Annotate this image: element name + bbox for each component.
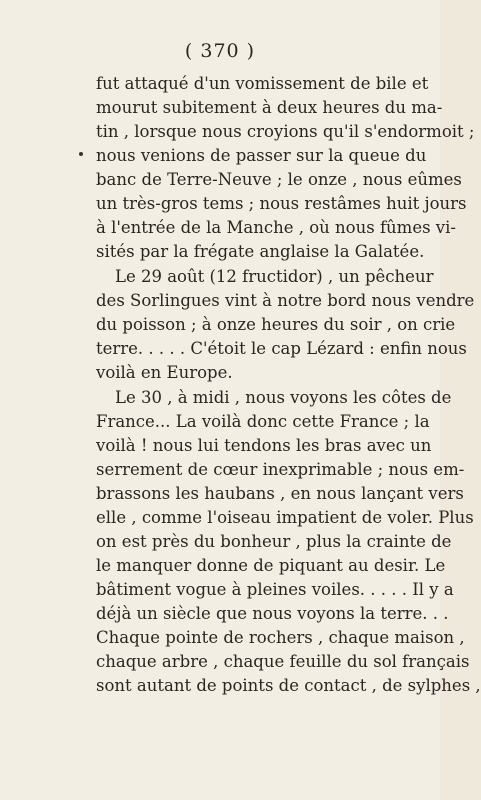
text-line: bâtiment vogue à pleines voiles. . . . . Il y a xyxy=(96,580,454,599)
text-line: brassons les haubans , en nous lançant vers xyxy=(96,484,464,503)
ink-speck xyxy=(79,152,83,156)
page-number: ( 370 ) xyxy=(184,40,256,62)
text-line: du poisson ; à onze heures du soir , on crie xyxy=(96,315,456,334)
text-line: déjà un siècle que nous voyons la terre. . . xyxy=(96,604,449,623)
text-line: tin , lorsque nous croyions qu'il s'endormoit ; xyxy=(96,122,475,141)
text-line: le manquer donne de piquant au desir. Le xyxy=(96,556,446,575)
text-line: un très-gros tems ; nous restâmes huit jours xyxy=(96,194,467,213)
text-line: fut attaqué d'un vomissement de bile et xyxy=(96,74,429,93)
text-line: elle , comme l'oiseau impatient de voler. Plus xyxy=(96,508,474,527)
text-line: sités par la frégate anglaise la Galatée. xyxy=(96,242,425,261)
text-line: voilà en Europe. xyxy=(96,363,233,382)
text-line: des Sorlingues vint à notre bord nous vendre xyxy=(96,291,475,310)
text-line: sont autant de points de contact , de sylphes , xyxy=(96,676,481,695)
text-line: Chaque pointe de rochers , chaque maison , xyxy=(96,628,465,647)
text-line: voilà ! nous lui tendons les bras avec un xyxy=(96,436,432,455)
text-line: Le 29 août (12 fructidor) , un pêcheur xyxy=(115,267,434,286)
text-line: on est près du bonheur , plus la crainte de xyxy=(96,532,452,551)
text-line: France... La voilà donc cette France ; la xyxy=(96,412,430,431)
text-line: mourut subitement à deux heures du ma- xyxy=(96,98,443,117)
text-line: serrement de cœur inexprimable ; nous em- xyxy=(96,460,465,479)
text-line: à l'entrée de la Manche , où nous fûmes vi- xyxy=(96,218,456,237)
text-line: banc de Terre-Neuve ; le onze , nous eûmes xyxy=(96,170,462,189)
text-line: Le 30 , à midi , nous voyons les côtes de xyxy=(115,388,452,407)
text-line: nous venions de passer sur la queue du xyxy=(96,146,427,165)
text-line: terre. . . . . C'étoit le cap Lézard : enfin nous xyxy=(96,339,467,358)
text-line: chaque arbre , chaque feuille du sol français xyxy=(96,652,470,671)
